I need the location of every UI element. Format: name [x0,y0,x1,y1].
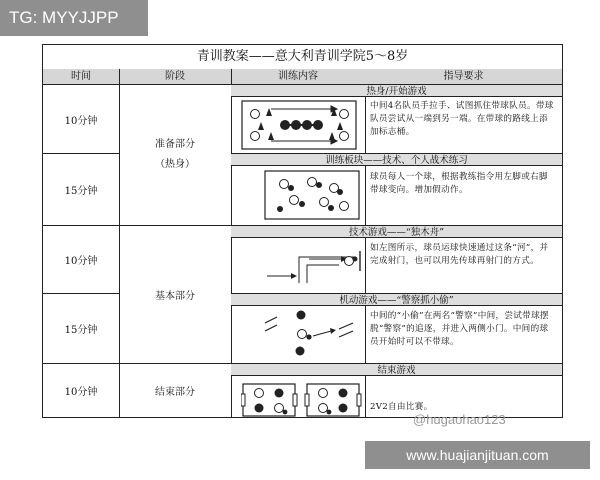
row2-guide: 球员每人一个球，根据教练指令用左脚或右脚带球变向。增加假动作。 [370,172,548,195]
phase-prep-sub: （热身） [155,159,195,170]
end-game-diagram [241,380,363,420]
tg-watermark: TG: MYYJJPP [0,0,148,36]
police-drill-diagram [259,307,359,359]
row3-time: 10分钟 [64,256,98,267]
row5-guide: 2V2自由比赛。 [370,402,433,412]
section-technique: 训练板块——技术、个人战术练习 [231,153,562,166]
row1-time: 10分钟 [64,115,98,127]
phase-prep [119,85,231,225]
section-canoe: 技术游戏——“独木舟” [231,225,562,238]
weibo-watermark: @hugaohao123 [413,412,506,427]
lesson-plan-table [42,44,563,418]
row5-time: 10分钟 [64,387,98,398]
row3-guide: 如左图所示，球员运球快速通过这条“河”，并完成射门，也可以用先传球再射门的方式。 [370,243,549,266]
phase-end: 结束部分 [155,387,195,398]
row2-time: 15分钟 [64,186,98,197]
technique-drill-diagram [264,170,360,220]
row4-time: 15分钟 [64,325,98,336]
warmup-drill-diagram [241,100,357,150]
table-title: 青训教案——意大利青训学院5～8岁 [43,45,562,70]
header-guide: 指导要求 [365,69,562,85]
site-watermark: www.huajianjituan.com [365,441,590,469]
field-left [241,384,297,416]
section-end: 结束游戏 [231,363,562,376]
header-phase: 阶段 [119,69,231,85]
header-time: 时间 [43,69,119,85]
phase-prep-label: 准备部分 [155,139,195,150]
canoe-drill-diagram [261,243,361,287]
section-police: 机动游戏——“警察抓小偷” [231,293,562,306]
header-content: 训练内容 [231,69,365,85]
phase-basic: 基本部分 [155,291,195,302]
row1-guide: 中间4名队员手拉手、试图抓住带球队员。带球队员尝试从一端到另一端。在带球的路线上添加标志桶。 [370,101,554,137]
field-right [305,384,361,416]
section-warmup: 热身/开始游戏 [231,84,562,97]
row4-guide: 中间的“小偷”在两名“警察”中间，尝试带球摆脱“警察”的追逐，并进入两侧小门。中间的球员开始时可以不带球。 [370,311,549,347]
